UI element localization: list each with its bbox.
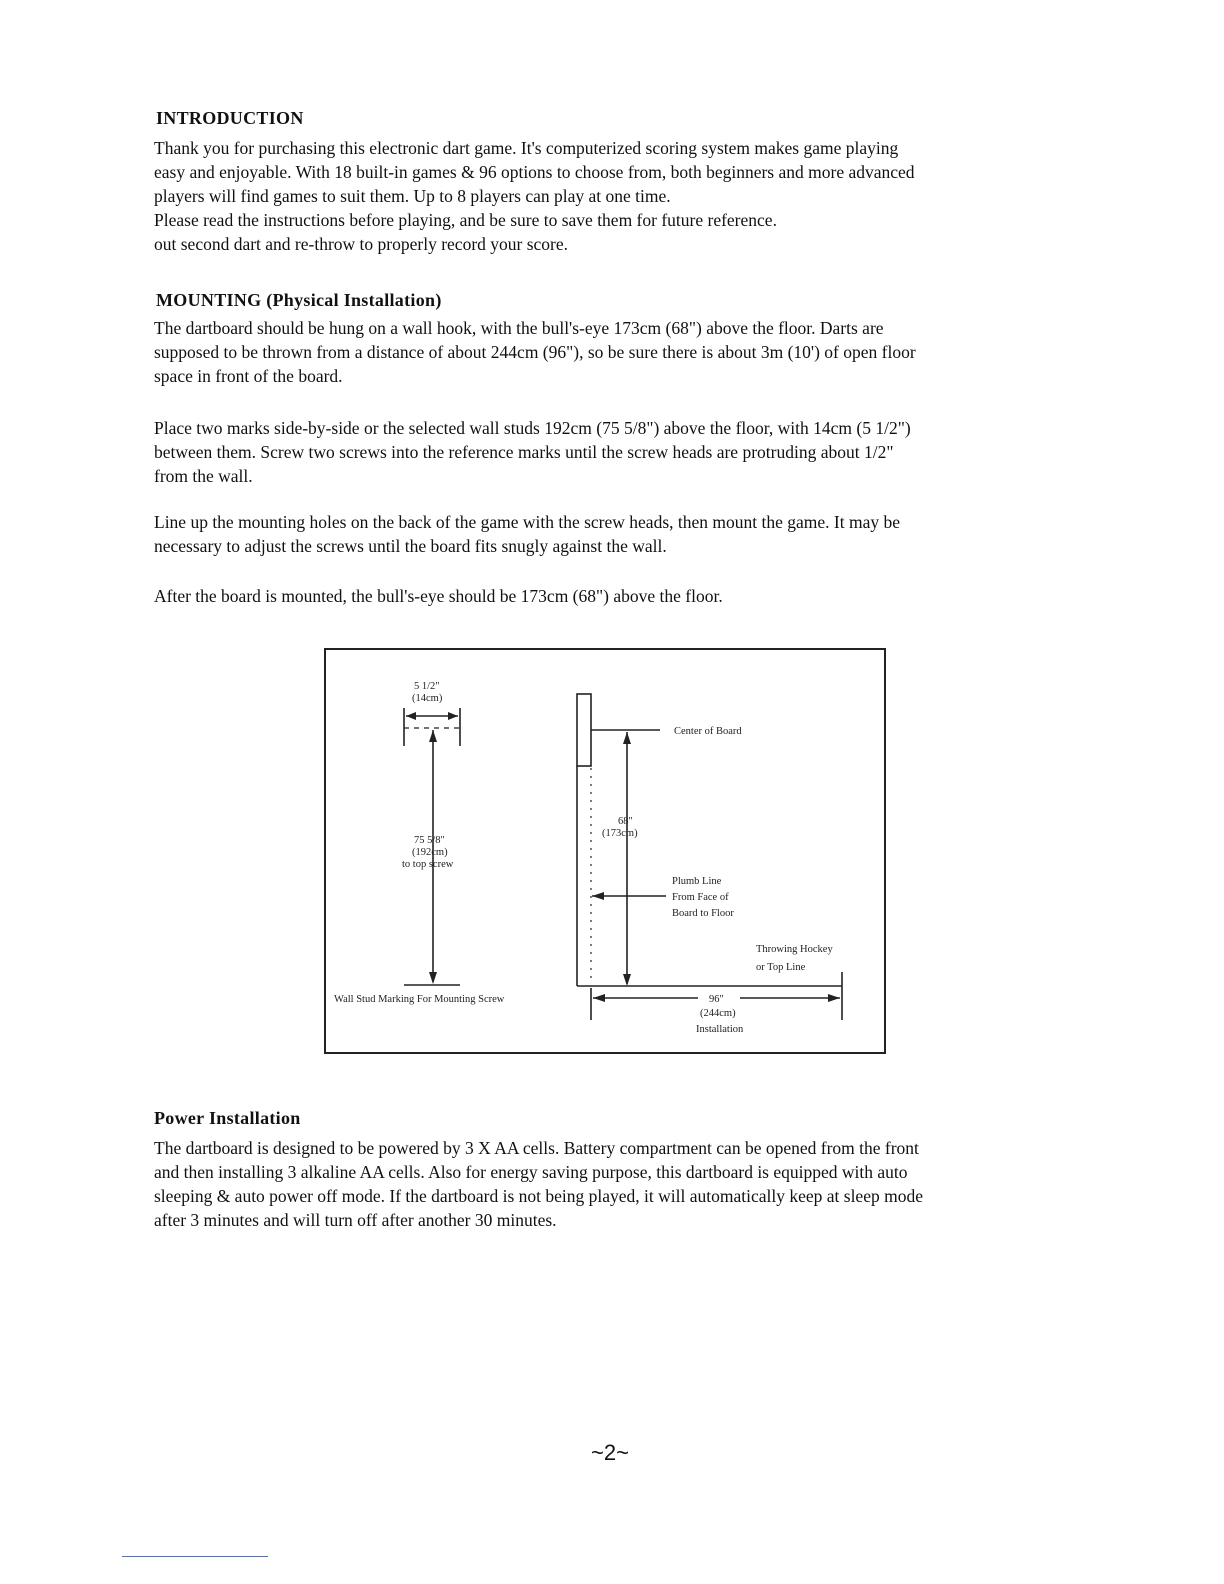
plumb-label: Plumb Line <box>672 876 722 887</box>
plumb-label: Board to Floor <box>672 908 734 919</box>
intro-heading: INTRODUCTION <box>156 108 304 128</box>
text-line: After the board is mounted, the bull's-eye should be 173cm (68") above the floor. <box>154 586 723 606</box>
mounting-paragraph-1 <box>154 316 1034 388</box>
distance-metric: (244cm) <box>700 1008 736 1019</box>
screw-spacing-label: 5 1/2" <box>414 681 440 692</box>
mounting-paragraph-3 <box>154 510 1034 558</box>
text-line: players will find games to suit them. Up to 8 players can play at one time. <box>154 186 671 206</box>
screw-height-note: to top screw <box>402 859 454 870</box>
text-line: after 3 minutes and will turn off after another 30 minutes. <box>154 1210 557 1230</box>
dartboard-side <box>577 694 591 766</box>
arrowhead-icon <box>592 892 604 900</box>
text-line: sleeping & auto power off mode. If the dartboard is not being played, it will automatically keep at sleep mode <box>154 1186 923 1206</box>
text-line: supposed to be thrown from a distance of about 244cm (96"), so be sure there is about 3m (10') of open floor <box>154 342 916 362</box>
screw-height-metric: (192cm) <box>412 847 448 858</box>
wall-stud-label: Wall Stud Marking For Mounting Screw <box>334 994 505 1005</box>
center-label: Center of Board <box>674 726 742 737</box>
page-number: ~2~ <box>591 1440 629 1465</box>
arrowhead-icon <box>623 732 631 744</box>
footer-rule <box>122 1556 268 1557</box>
text-line: The dartboard should be hung on a wall hook, with the bull's-eye 173cm (68") above the floor. Darts are <box>154 318 884 338</box>
text-line: and then installing 3 alkaline AA cells. Also for energy saving purpose, this dartboard is equipped with auto <box>154 1162 908 1182</box>
text-line: between them. Screw two screws into the reference marks until the screw heads are protruding about 1/2" <box>154 442 894 462</box>
mounting-paragraph-4 <box>154 584 1034 608</box>
power-paragraph <box>154 1136 1034 1232</box>
distance-note: Installation <box>696 1024 744 1035</box>
text-line: The dartboard is designed to be powered by 3 X AA cells. Battery compartment can be opened from the front <box>154 1138 919 1158</box>
throw-line-label: Throwing Hockey <box>756 944 833 955</box>
text-line: Thank you for purchasing this electronic dart game. It's computerized scoring system makes game playing <box>154 138 899 158</box>
mounting-paragraph-2 <box>154 416 1034 488</box>
plumb-label: From Face of <box>672 892 729 903</box>
arrowhead-icon <box>623 974 631 986</box>
arrowhead-icon <box>828 994 840 1002</box>
arrowhead-icon <box>406 712 416 720</box>
text-line: necessary to adjust the screws until the board fits snugly against the wall. <box>154 536 667 556</box>
intro-paragraph <box>154 136 1034 256</box>
mounting-heading: MOUNTING (Physical Installation) <box>156 290 442 310</box>
power-heading: Power Installation <box>154 1108 301 1128</box>
text-line: out second dart and re-throw to properly record your score. <box>154 234 569 254</box>
text-line: from the wall. <box>154 466 253 486</box>
distance-label: 96" <box>709 994 724 1005</box>
throw-line-label: or Top Line <box>756 962 806 973</box>
arrowhead-icon <box>593 994 605 1002</box>
screw-spacing-metric: (14cm) <box>412 693 443 704</box>
text-line: Place two marks side-by-side or the selected wall studs 192cm (75 5/8") above the floor, with 14cm (5 1/2") <box>154 418 911 438</box>
text-line: Please read the instructions before playing, and be sure to save them for future reference. <box>154 210 777 230</box>
arrowhead-icon <box>429 972 437 984</box>
bull-height-label: 68" <box>618 816 633 827</box>
text-line: Line up the mounting holes on the back of the game with the screw heads, then mount the game. It may be <box>154 512 900 532</box>
mounting-diagram <box>324 648 886 1054</box>
screw-height-label: 75 5/8" <box>414 835 445 846</box>
arrowhead-icon <box>448 712 458 720</box>
text-line: easy and enjoyable. With 18 built-in games & 96 options to choose from, both beginners and more advanced <box>154 162 915 182</box>
text-line: space in front of the board. <box>154 366 343 386</box>
mounting-diagram-svg <box>326 650 886 1054</box>
bull-height-metric: (173cm) <box>602 828 638 839</box>
arrowhead-icon <box>429 730 437 742</box>
